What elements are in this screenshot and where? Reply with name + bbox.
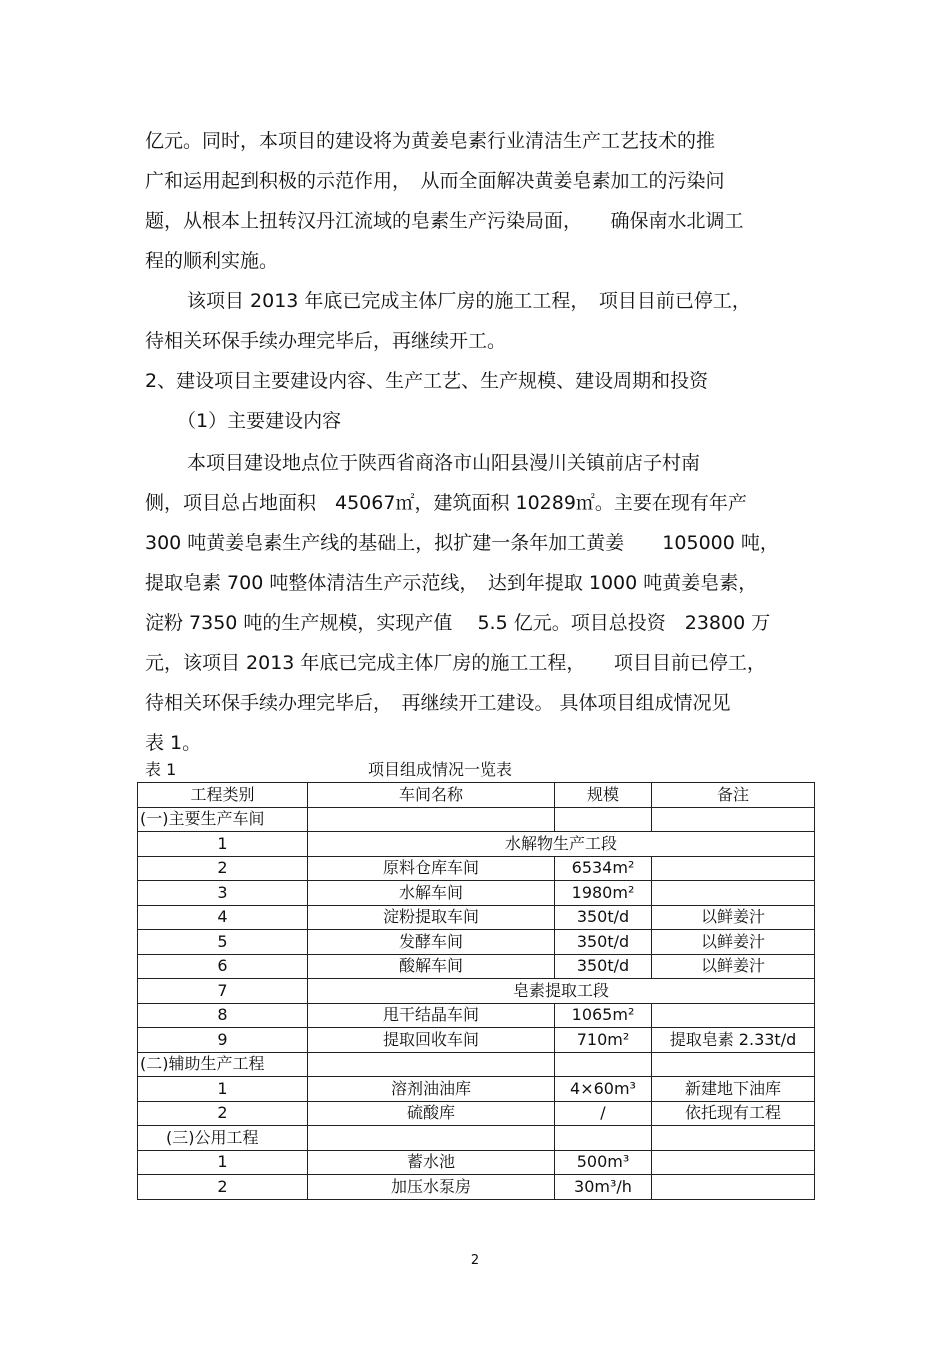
table-cell: 提取回收车间 — [308, 1028, 555, 1053]
table-cell — [555, 807, 652, 832]
table-cell: (二)辅助生产工程 — [138, 1052, 308, 1077]
table-row — [138, 1175, 815, 1200]
table-row — [138, 905, 815, 930]
body-line: 待相关环保手续办理完毕后，再继续开工。 — [145, 330, 507, 352]
table-cell: 皂素提取工段 — [308, 979, 815, 1004]
table-cell: 2 — [138, 856, 308, 881]
header-cell: 车间名称 — [308, 783, 555, 808]
body-line: 题，从根本上扭转汉丹江流域的皂素生产污染局面， 确保南水北调工 — [145, 210, 744, 232]
table-cell: 350t/d — [555, 954, 652, 979]
table-cell: 以鲜姜汁 — [652, 954, 815, 979]
table-cell: 7 — [138, 979, 308, 1004]
body-line: 侧，项目总占地面积 45067㎡，建筑面积 10289㎡。主要在现有年产 — [145, 492, 747, 514]
table-cell: 淀粉提取车间 — [308, 905, 555, 930]
body-line: 亿元。同时，本项目的建设将为黄姜皂素行业清洁生产工艺技术的推 — [145, 130, 716, 152]
table-cell — [652, 1003, 815, 1028]
table-cell: (一)主要生产车间 — [138, 807, 308, 832]
table-cell: 3 — [138, 881, 308, 906]
table-cell: 2 — [138, 1175, 308, 1200]
table-cell: 原料仓库车间 — [308, 856, 555, 881]
table-cell: 依托现有工程 — [652, 1101, 815, 1126]
table-row — [138, 954, 815, 979]
table-cell: 硫酸库 — [308, 1101, 555, 1126]
table-row — [138, 1077, 815, 1102]
body-line: 本项目建设地点位于陕西省商洛市山阳县漫川关镇前店子村南 — [187, 452, 701, 474]
table-cell: 30m³/h — [555, 1175, 652, 1200]
body-line: 表 1。 — [145, 732, 202, 754]
header-cell: 规模 — [555, 783, 652, 808]
body-line: 提取皂素 700 吨整体清洁生产示范线， 达到年提取 1000 吨黄姜皂素， — [145, 572, 758, 594]
table-cell: 1980m² — [555, 881, 652, 906]
table-cell — [652, 881, 815, 906]
table-cell: 4 — [138, 905, 308, 930]
table-row — [138, 1003, 815, 1028]
table-cell — [308, 1126, 555, 1151]
body-line: 淀粉 7350 吨的生产规模，实现产值 5.5 亿元。项目总投资 23800 万 — [145, 612, 771, 634]
table-row — [138, 856, 815, 881]
table-cell: / — [555, 1101, 652, 1126]
table-cell: 溶剂油油库 — [308, 1077, 555, 1102]
table-cell — [652, 856, 815, 881]
table-cell: 6534m² — [555, 856, 652, 881]
table-label: 表 1 — [145, 760, 177, 779]
table-cell — [555, 1126, 652, 1151]
table-cell — [308, 1052, 555, 1077]
body-line: 300 吨黄姜皂素生产线的基础上，拟扩建一条年加工黄姜 105000 吨， — [145, 532, 779, 554]
table-row — [138, 832, 815, 857]
table-cell: 2 — [138, 1101, 308, 1126]
table-cell: 9 — [138, 1028, 308, 1053]
table-cell — [555, 1052, 652, 1077]
table-cell: 1 — [138, 1150, 308, 1175]
table-cell — [652, 1175, 815, 1200]
table-row — [138, 807, 815, 832]
section-heading: 2、建设项目主要建设内容、生产工艺、生产规模、建设周期和投资 — [145, 370, 709, 392]
table-cell: 1 — [138, 1077, 308, 1102]
table-cell: 710m² — [555, 1028, 652, 1053]
table-cell — [652, 807, 815, 832]
table-row — [138, 1101, 815, 1126]
table-row — [138, 881, 815, 906]
table-cell: 提取皂素 2.33t/d — [652, 1028, 815, 1053]
body-line: 元，该项目 2013 年底已完成主体厂房的施工工程， 项目目前已停工， — [145, 652, 766, 674]
table-cell: 发酵车间 — [308, 930, 555, 955]
table-row — [138, 930, 815, 955]
table-cell — [652, 1126, 815, 1151]
table-title: 项目组成情况一览表 — [368, 760, 513, 779]
body-line: 待相关环保手续办理完毕后， 再继续开工建设。 具体项目组成情况见 — [145, 692, 731, 714]
table-cell: (三)公用工程 — [138, 1126, 308, 1151]
table-cell — [652, 1052, 815, 1077]
table-cell: 以鲜姜汁 — [652, 905, 815, 930]
table-cell: 蓄水池 — [308, 1150, 555, 1175]
project-composition-table — [137, 782, 815, 1200]
table-row — [138, 1028, 815, 1053]
table-cell: 1065m² — [555, 1003, 652, 1028]
header-cell: 工程类别 — [138, 783, 308, 808]
table-cell: 350t/d — [555, 905, 652, 930]
table-cell: 4×60m³ — [555, 1077, 652, 1102]
table-row — [138, 1150, 815, 1175]
table-row — [138, 1126, 815, 1151]
table-cell: 以鲜姜汁 — [652, 930, 815, 955]
page-number: 2 — [470, 1253, 480, 1268]
table-cell: 加压水泵房 — [308, 1175, 555, 1200]
table-cell — [652, 1150, 815, 1175]
subsection-heading: （1）主要建设内容 — [177, 410, 342, 432]
body-line: 程的顺利实施。 — [145, 250, 279, 272]
table-cell: 5 — [138, 930, 308, 955]
header-cell: 备注 — [652, 783, 815, 808]
table-cell: 甩干结晶车间 — [308, 1003, 555, 1028]
table-row — [138, 979, 815, 1004]
table-cell: 8 — [138, 1003, 308, 1028]
table-cell: 6 — [138, 954, 308, 979]
table-cell: 新建地下油库 — [652, 1077, 815, 1102]
table-cell: 水解车间 — [308, 881, 555, 906]
table-header-row — [138, 783, 815, 808]
table-cell: 1 — [138, 832, 308, 857]
table-cell: 350t/d — [555, 930, 652, 955]
table-cell: 水解物生产工段 — [308, 832, 815, 857]
table-row — [138, 1052, 815, 1077]
table-cell: 酸解车间 — [308, 954, 555, 979]
body-line: 广和运用起到积极的示范作用， 从而全面解决黄姜皂素加工的污染问 — [145, 170, 725, 192]
table-cell — [308, 807, 555, 832]
body-line: 该项目 2013 年底已完成主体厂房的施工工程， 项目目前已停工， — [187, 290, 751, 312]
table-cell: 500m³ — [555, 1150, 652, 1175]
